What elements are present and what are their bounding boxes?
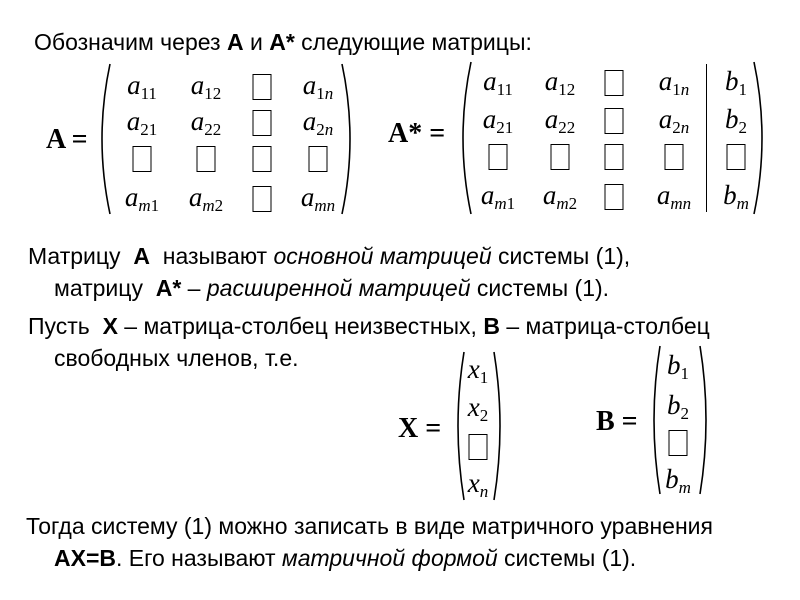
para3-line2: AX=B. Его называют матричной формой системы (1). (54, 545, 637, 571)
vector-x-left-paren (450, 350, 466, 502)
para1-line1: Матрицу A называют основной матрицей системы (1), (28, 243, 631, 269)
ellipsis-placeholder-box (133, 146, 152, 172)
augment-divider (706, 64, 707, 212)
matrix-a-star-entry: $b_m$ (723, 180, 749, 213)
vector-b-entry: $b_m$ (665, 464, 691, 497)
ellipsis-placeholder-box (253, 146, 272, 172)
ellipsis-placeholder-box (665, 144, 684, 170)
matrix-a-star-entry: $a_{2n}$ (658, 104, 690, 137)
matrix-a-star-entry: $a_{m1}$ (480, 180, 516, 213)
matrix-a-entry: $a_{22}$ (190, 106, 222, 139)
vector-b-label: B = (596, 406, 638, 437)
para2-line2: свободных членов, т.е. (54, 345, 299, 371)
ellipsis-placeholder-box (197, 146, 216, 172)
ellipsis-placeholder-box (253, 74, 272, 100)
matrix-a-label: A = (46, 124, 88, 155)
matrix-a-entry: $a_{21}$ (126, 106, 158, 139)
matrix-a-entry: $a_{mn}$ (300, 182, 336, 215)
matrix-a-entry: $a_{1n}$ (302, 70, 334, 103)
matrix-a-star-entry: $a_{1n}$ (658, 66, 690, 99)
vector-b-entry: $b_2$ (667, 390, 689, 423)
matrix-a-entry: $a_{m1}$ (124, 182, 160, 215)
matrix-a-star-entry: $a_{12}$ (544, 66, 576, 99)
ellipsis-placeholder-box (605, 70, 624, 96)
matrix-a-entry: $a_{m2}$ (188, 182, 224, 215)
ellipsis-placeholder-box (489, 144, 508, 170)
ellipsis-placeholder-box (253, 186, 272, 212)
intro-line: Обозначим через A и A* следующие матрицы: (34, 29, 532, 55)
matrix-a-entry: $a_{2n}$ (302, 106, 334, 139)
matrix-a-star-entry: $b_2$ (725, 104, 747, 137)
matrix-a-left-paren (92, 62, 112, 216)
ellipsis-placeholder-box (605, 184, 624, 210)
vector-x-entry: $x_1$ (467, 354, 489, 387)
vector-x-label: X = (398, 413, 442, 444)
matrix-a-entry: $a_{11}$ (127, 70, 157, 103)
matrix-a-right-paren (340, 62, 360, 216)
vector-b-entry: $b_1$ (667, 350, 689, 383)
matrix-a-star-entry: $a_{11}$ (483, 66, 513, 99)
vector-x-entry: $x_n$ (467, 468, 489, 501)
matrix-a-star-label: A* = (388, 118, 446, 149)
vector-b-left-paren (646, 344, 662, 496)
matrix-a-star-left-paren (453, 60, 473, 216)
matrix-a-star-right-paren (752, 60, 772, 216)
matrix-a-entry: $a_{12}$ (190, 70, 222, 103)
vector-b-right-paren (698, 344, 714, 496)
ellipsis-placeholder-box (253, 110, 272, 136)
matrix-a-star-entry: $a_{21}$ (482, 104, 514, 137)
ellipsis-placeholder-box (469, 434, 488, 460)
ellipsis-placeholder-box (605, 144, 624, 170)
matrix-a-star-entry: $a_{22}$ (544, 104, 576, 137)
ellipsis-placeholder-box (605, 108, 624, 134)
vector-x-entry: $x_2$ (467, 392, 489, 425)
para3-line1: Тогда систему (1) можно записать в виде матричного уравнения (26, 513, 713, 539)
para2-line1: Пусть X – матрица-столбец неизвестных, B – матрица-столбец (28, 313, 710, 339)
ellipsis-placeholder-box (669, 430, 688, 456)
para1-line2: матрицу A* – расширенной матрицей системы (1). (54, 275, 610, 301)
matrix-a-star-entry: $a_{mn}$ (656, 180, 692, 213)
ellipsis-placeholder-box (727, 144, 746, 170)
ellipsis-placeholder-box (551, 144, 570, 170)
ellipsis-placeholder-box (309, 146, 328, 172)
matrix-a-star-entry: $a_{m2}$ (542, 180, 578, 213)
matrix-a-star-entry: $b_1$ (725, 66, 747, 99)
vector-x-right-paren (492, 350, 508, 502)
